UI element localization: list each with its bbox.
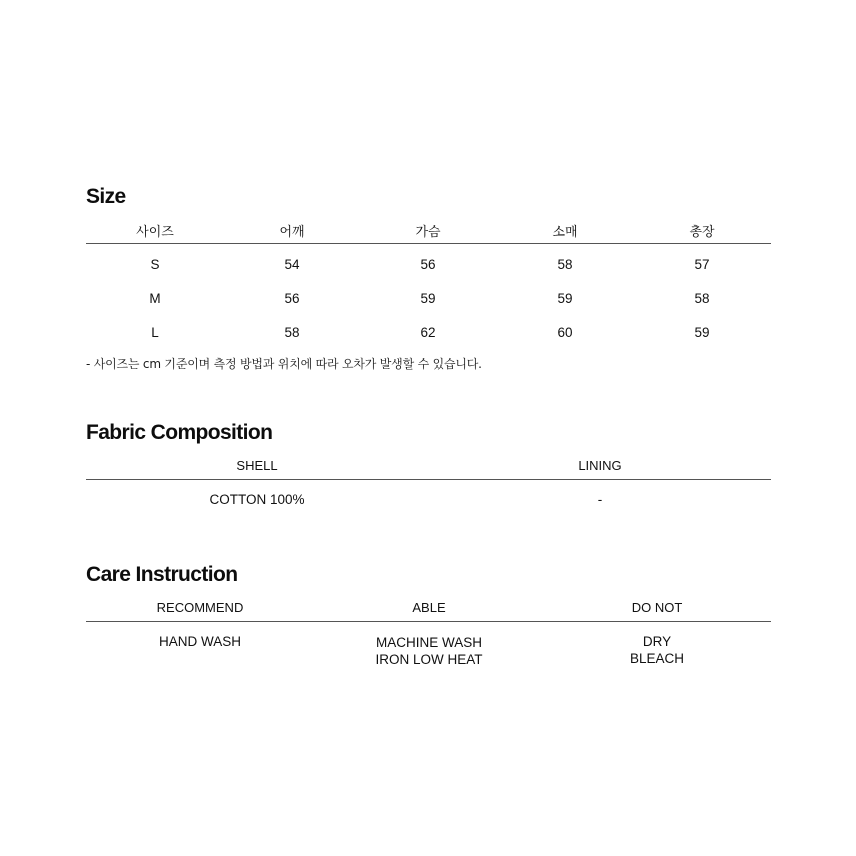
fabric-lining-value: - <box>597 492 603 507</box>
size-header-chest: 가슴 <box>415 224 441 239</box>
fabric-header-lining: LINING <box>578 458 622 473</box>
care-recommend-value: HAND WASH <box>158 634 242 649</box>
size-title: Size <box>86 185 126 208</box>
size-header-rule <box>86 243 771 244</box>
size-cell: 58 <box>284 325 300 340</box>
fabric-header-rule <box>86 479 771 480</box>
fabric-header-shell: SHELL <box>236 458 278 473</box>
size-cell: L <box>151 325 159 340</box>
care-do-not-value: BLEACH <box>629 651 685 666</box>
size-header-size: 사이즈 <box>136 224 174 239</box>
size-header-length: 총장 <box>689 224 715 239</box>
care-header-rule <box>86 621 771 622</box>
size-note: - 사이즈는 cm 기준이며 측정 방법과 위치에 따라 오차가 발생할 수 있습니다. <box>86 357 482 371</box>
care-title: Care Instruction <box>86 563 238 586</box>
care-able-value: MACHINE WASH <box>375 635 483 650</box>
care-header-recommend: RECOMMEND <box>156 600 244 615</box>
care-header-able: ABLE <box>412 600 446 615</box>
size-header-sleeve: 소매 <box>552 224 578 239</box>
size-cell: 62 <box>420 325 436 340</box>
size-cell: 54 <box>284 257 300 272</box>
size-cell: 58 <box>694 291 710 306</box>
size-cell: 59 <box>557 291 573 306</box>
fabric-title: Fabric Composition <box>86 421 273 444</box>
fabric-shell-value: COTTON 100% <box>209 492 305 507</box>
size-header-shoulder: 어깨 <box>279 224 305 239</box>
size-cell: 56 <box>284 291 300 306</box>
size-cell: 57 <box>694 257 710 272</box>
care-do-not-value: DRY <box>642 634 672 649</box>
size-cell: M <box>149 291 161 306</box>
care-header-do-not: DO NOT <box>631 600 683 615</box>
care-able-value: IRON LOW HEAT <box>375 652 483 667</box>
size-cell: 56 <box>420 257 436 272</box>
size-cell: 59 <box>694 325 710 340</box>
size-cell: S <box>150 257 160 272</box>
size-cell: 58 <box>557 257 573 272</box>
size-cell: 60 <box>557 325 573 340</box>
size-cell: 59 <box>420 291 436 306</box>
